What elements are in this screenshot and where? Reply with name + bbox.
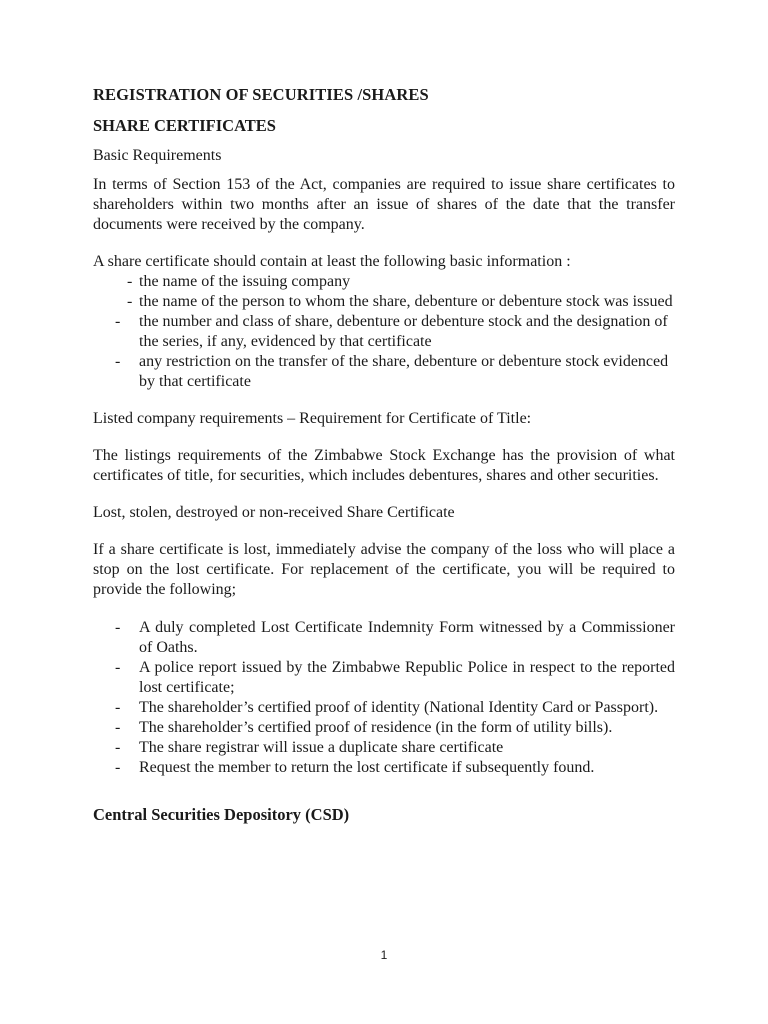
listed-company-paragraph: The listings requirements of the Zimbabwe Stock Exchange has the provision of what certificates of title, for securities, which includes debentures, shares and other securities. (93, 447, 675, 484)
list-item (93, 292, 675, 312)
list-item-text: the name of the issuing company (139, 273, 351, 290)
section-heading: SHARE CERTIFICATES (93, 116, 276, 135)
list-item (93, 658, 675, 698)
list-item (93, 698, 675, 718)
dash-marker: - (115, 313, 121, 330)
list-item-text: The shareholder’s certified proof of identity (National Identity Card or Passport). (139, 699, 659, 716)
list-item (93, 272, 675, 292)
page-number: 1 (380, 948, 388, 962)
list-item (93, 718, 675, 738)
list-item (93, 618, 675, 658)
lost-certificate-paragraph: If a share certificate is lost, immediately advise the company of the loss who will place a stop on the lost certificate. For replacement of the certificate, you will be required to provide the following; (93, 541, 675, 598)
list-item-text: the number and class of share, debenture or debenture stock and the designation of the series, if any, evidenced by that certificate (139, 313, 668, 350)
dash-marker: - (115, 659, 121, 676)
list-item-text: A police report issued by the Zimbabwe Republic Police in respect to the reported lost certificate; (139, 659, 675, 696)
list-item (93, 312, 675, 352)
document-title: REGISTRATION OF SECURITIES /SHARES (93, 85, 429, 104)
certificate-contents-list (93, 272, 675, 392)
dash-marker: - (127, 273, 133, 290)
certificate-contents-intro: A share certificate should contain at least the following basic information : (93, 253, 571, 270)
list-item-text: any restriction on the transfer of the share, debenture or debenture stock evidenced by that certificate (139, 353, 669, 390)
dash-marker: - (115, 619, 121, 636)
basic-requirements-paragraph: In terms of Section 153 of the Act, companies are required to issue share certificates to shareholders within two months after an issue of shares of the date that the transfer documents were received by the company. (93, 176, 675, 233)
lost-certificate-label: Lost, stolen, destroyed or non-received Share Certificate (93, 504, 455, 521)
basic-requirements-label: Basic Requirements (93, 147, 222, 164)
list-item-text: A duly completed Lost Certificate Indemnity Form witnessed by a Commissioner of Oaths. (139, 619, 675, 656)
replacement-requirements-list (93, 618, 675, 778)
document-page (93, 84, 675, 826)
dash-marker: - (115, 353, 121, 370)
dash-marker: - (127, 293, 133, 310)
list-item-text: Request the member to return the lost certificate if subsequently found. (139, 759, 595, 776)
dash-marker: - (115, 759, 121, 776)
dash-marker: - (115, 739, 121, 756)
list-item (93, 758, 675, 778)
list-item-text: the name of the person to whom the share, debenture or debenture stock was issued (139, 293, 673, 310)
list-item-text: The shareholder’s certified proof of residence (in the form of utility bills). (139, 719, 613, 736)
dash-marker: - (115, 719, 121, 736)
csd-heading: Central Securities Depository (CSD) (93, 805, 350, 824)
listed-company-label: Listed company requirements – Requirement for Certificate of Title: (93, 410, 532, 427)
list-item-text: The share registrar will issue a duplicate share certificate (139, 739, 504, 756)
list-item (93, 352, 675, 392)
dash-marker: - (115, 699, 121, 716)
list-item (93, 738, 675, 758)
